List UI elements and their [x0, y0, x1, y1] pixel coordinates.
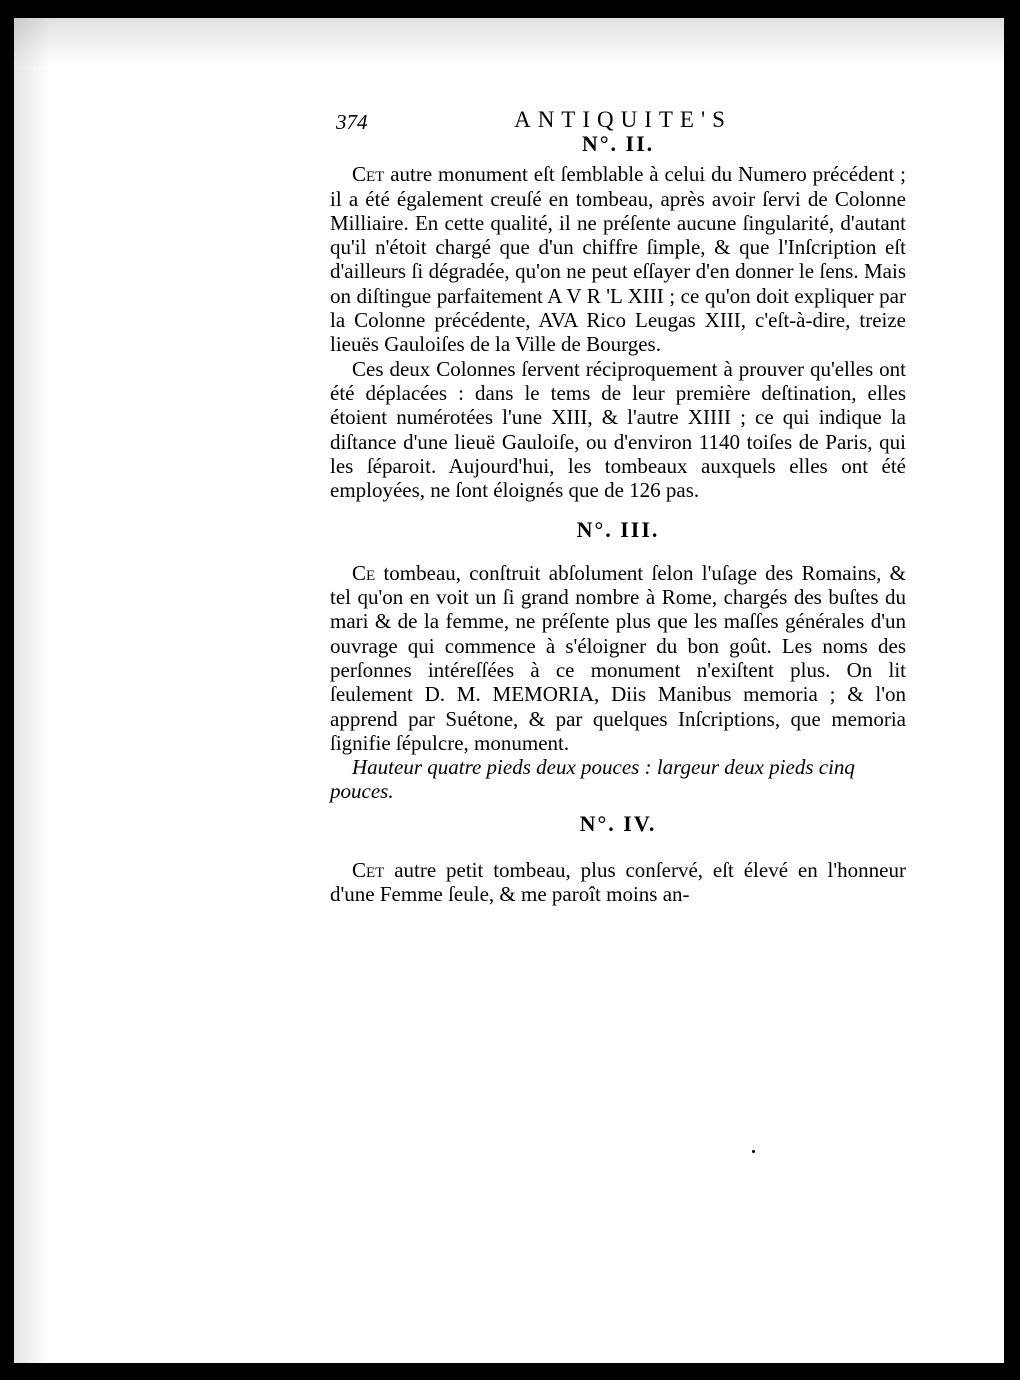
page-text-block	[330, 108, 906, 907]
lead-word: Cet	[352, 162, 385, 187]
section-heading-no4: N°. IV.	[579, 810, 657, 836]
dimensions-note: Hauteur quatre pieds deux pouces : largeur deux pieds cinq pouces.	[330, 755, 855, 804]
lead-word: Ce	[352, 560, 376, 585]
page-number: 374	[336, 110, 368, 134]
scan-edge-shadow-left	[14, 18, 74, 1363]
paragraph-no3-1	[330, 561, 906, 755]
paragraph-text: autre monument eſt ſemblable à celui du Numero précédent ; il a été également creuſé en tombeau, après avoir ſervi de Colonne Milliaire. En cette qualité, il ne préſente aucune ſingularité, d'autant qu'il n'étoit chargé que d'un chiffre ſimple, & que l'Inſcription eſt d'ailleurs ſi dégradée, qu'on ne peut eſſayer d'en donner le ſens. Mais on diſtingue parfaitement A V R 'L XIII ; ce qu'on doit expliquer par la Colonne précédente, AVA Rico Leugas XIII, c'eſt-à-dire, treize lieuës Gauloiſes de la Ville de Bourges.	[330, 162, 906, 357]
paragraph-text: tombeau, conſtruit abſolument ſelon l'uſage des Romains, & tel qu'on en voit un ſi grand nombre à Rome, chargés des buſtes du mari & de la femme, ne préſente plus que les maſſes générales d'un ouvrage qui commence à s'éloigner du bon goût. Les noms des perſonnes intéreſſées à ce monument n'exiſtent plus. On lit ſeulement D. M. MEMORIA, Diis Manibus memoria ; & l'on apprend par Suétone, & par quelques Inſcriptions, que memoria ſignifie ſépulcre, monument.	[330, 560, 906, 755]
paragraph-text: autre petit tombeau, plus conſervé, eſt élevé en l'honneur d'une Femme ſeule, & me paroît moins an-	[330, 858, 906, 907]
ink-speck	[752, 1150, 755, 1153]
running-title: ANTIQUITE'S	[514, 107, 732, 132]
running-head	[330, 108, 906, 138]
paragraph-no2-2	[330, 357, 906, 503]
paragraph-no2-1	[330, 162, 906, 356]
paragraph-no4-1	[330, 858, 906, 907]
paragraph-text: Ces deux Colonnes ſervent réciproquement à prouver qu'elles ont été déplacées : dans le tems de leur première deſtination, elles étoient numérotées l'une XIII, & l'autre XIIII ; ce qui indique la diſtance d'une lieuë Gauloiſe, ou d'environ 1140 toiſes de Paris, qui les ſéparoit. Aujourd'hui, les tombeaux auxquels elles ont été employées, ne ſont éloignés que de 126 pas.	[330, 356, 906, 503]
section-heading-no3: N°. III.	[576, 517, 660, 543]
lead-word: Cet	[352, 858, 385, 883]
section-heading-no2: N°. II.	[581, 131, 655, 156]
scan-edge-shadow-top	[14, 18, 1004, 88]
